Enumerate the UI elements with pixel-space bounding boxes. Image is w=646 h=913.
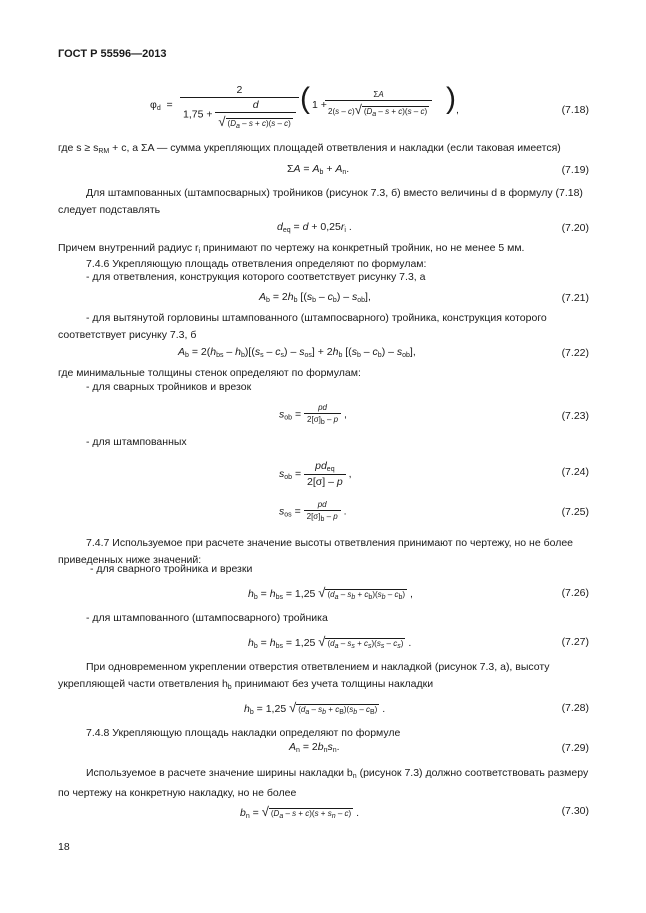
text-paragraph: Используемое в расчете значение ширины накладки $b_n$ (рисунок 7.3) должно соответствовать размеру по чертежу на конкретную накладку, но не более [58,767,589,799]
text-paragraph: где минимальные толщины стенок определяют по формулам: [58,367,361,379]
section-7-4-6: 7.4.6 Укрепляющую площадь ответвления определяют по формулам: [86,258,427,270]
text-paragraph: где $s \ge s_{RM} + c$, а ΣA — сумма укрепляющих площадей ответвления и накладки (если таковая имеется) [58,142,561,155]
text-paragraph: - для вытянутой горловины штампованного (штампосварного) тройника, конструкция которого соответствует рисунку 7.3, б [58,312,547,341]
equation-number: (7.18) [561,104,589,116]
equation-number: (7.30) [561,805,589,817]
text-paragraph: Для штампованных (штампосварных) тройников (рисунок 7.3, б) вместо величины d в формулу (7.18) следует подставлять [58,187,583,216]
equation-number: (7.26) [561,587,589,599]
formula-7-20: $d_{eq} = d + 0,25r_i$ . [277,221,352,234]
formula-7-25: $s_{os}$ = $\frac{pd}{2[\sigma]_b - p}$ . [279,500,347,523]
equation-number: (7.20) [561,222,589,234]
text-paragraph: - для сварного тройника и врезки [90,563,253,575]
equation-number: (7.19) [561,164,589,176]
equation-number: (7.21) [561,292,589,304]
formula-7-28: $h_b = 1,25$ √ $(d_a - s_b + c_B)(s_b - c_B)$ . [244,700,386,716]
section-7-4-7: 7.4.7 Используемое при расчете значение высоты ответвления принимают по чертежу, но не более приведенных ниже значений: [58,537,574,566]
formula-7-29: $A_n = 2b_ns_n$. [289,741,340,754]
formula-7-30: $b_n$ = √ $(D_a - s + c)(s + s_n - c)$ . [240,804,360,820]
page-number: 18 [58,841,70,853]
formula-7-23: $s_{ob}$ = $\frac{pd}{2[\sigma]_b - p}$ , [279,403,347,426]
formula-7-19: $\Sigma A = A_b + A_n$. [287,163,350,176]
equation-number: (7.28) [561,702,589,714]
formula-7-22: $A_b = 2(h_{bs} - h_b)[(s_s - c_s) - s_{os}] + 2h_b$ $[(s_b - c_b) - s_{ob}]$, [178,346,416,359]
equation-number: (7.22) [561,347,589,359]
document-header: ГОСТ Р 55596—2013 [58,48,167,60]
equation-number: (7.24) [561,466,589,478]
text-paragraph: При одновременном укреплении отверстия ответвлением и накладкой (рисунок 7.3, а), высоту укрепляющей части ответвления $h_b$ принимают без учета толщины накладки [58,661,550,691]
text-paragraph: - для штампованного (штампосварного) тройника [86,612,328,624]
text-paragraph: - для ответвления, конструкция которого соответствует рисунку 7.3, а [86,271,426,283]
equation-number: (7.29) [561,742,589,754]
equation-number: (7.23) [561,410,589,422]
formula-7-21: $A_b = 2h_b$ $[(s_b - c_b) - s_{ob}]$, [259,291,371,304]
section-7-4-8: 7.4.8 Укрепляющую площадь накладки определяют по формуле [86,727,401,739]
formula-7-24: $s_{ob}$ = $\frac{pd_{eq}}{2[\sigma] - p}$ , [279,460,352,488]
text-paragraph: Причем внутренний радиус $r_i$ принимают по чертежу на конкретный тройник, но не менее 5 мм. [58,242,525,255]
formula-7-27: $h_b = h_{bs} = 1,25$ √ $(d_a - s_s + c_s)(s_s - c_s)$ . [248,634,412,650]
text-paragraph: - для штампованных [86,436,187,448]
equation-number: (7.27) [561,636,589,648]
equation-number: (7.25) [561,506,589,518]
text-paragraph: - для сварных тройников и врезок [86,381,252,393]
formula-7-26: $h_b = h_{bs} = 1,25$ √ $(d_a - s_b + c_b)(s_b - c_b)$ , [248,585,413,601]
